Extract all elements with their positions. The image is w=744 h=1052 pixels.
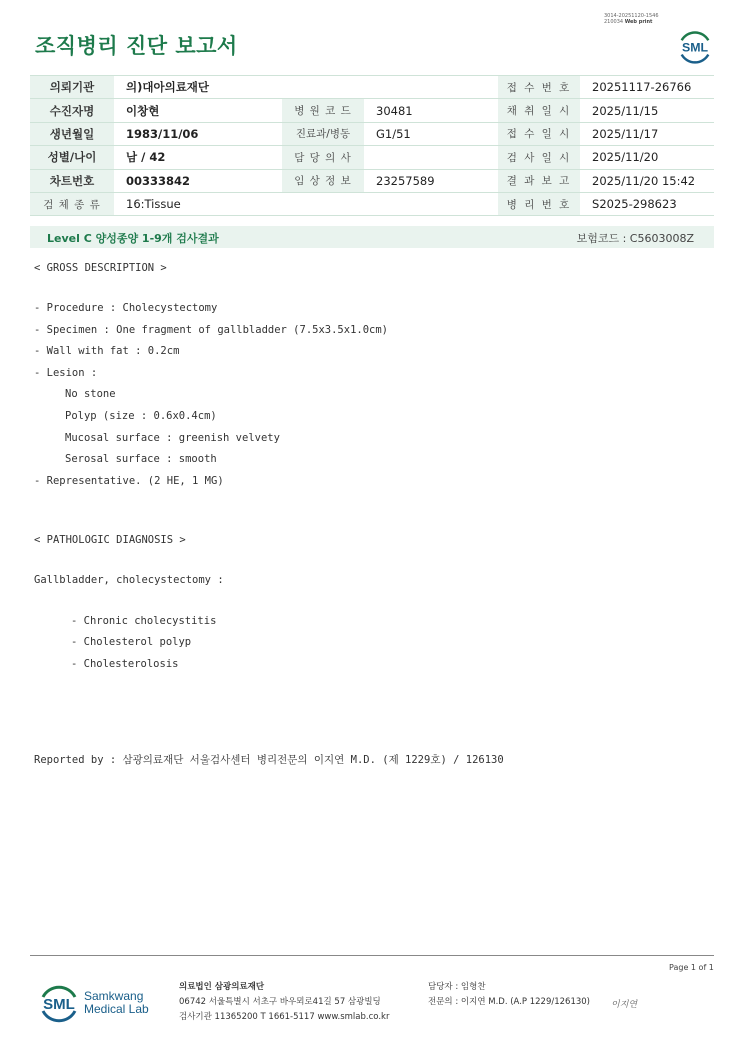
patient-info-table	[30, 75, 714, 216]
brand-line2: Medical Lab	[84, 1002, 149, 1016]
diagnosis-site: Gallbladder, cholecystectomy :	[34, 574, 224, 586]
sml-logo-icon	[676, 27, 714, 65]
value-result-report: 2025/11/20 15:42	[580, 169, 714, 192]
footer-contact	[428, 980, 590, 1010]
label-test-date: 검 사 일 시	[498, 146, 580, 169]
samkwang-logo-icon	[36, 980, 82, 1026]
label-specimen-type: 검 체 종 류	[30, 192, 114, 215]
page-title: 조직병리 진단 보고서	[35, 34, 238, 58]
diagnosis-item: - Cholesterol polyp	[71, 636, 192, 648]
signature: 이지연	[611, 1000, 638, 1010]
table-row	[30, 192, 714, 215]
procedure-line: - Procedure : Cholecystectomy	[34, 302, 218, 314]
value-patient-name: 이창현	[114, 99, 282, 122]
serosal-line: Serosal surface : smooth	[65, 453, 217, 465]
polyp-line: Polyp (size : 0.6x0.4cm)	[65, 410, 217, 422]
value-collection-date: 2025/11/15	[580, 99, 714, 122]
table-row	[30, 99, 714, 122]
pathologic-diagnosis-header: < PATHOLOGIC DIAGNOSIS >	[34, 534, 186, 546]
no-stone-line: No stone	[65, 388, 116, 400]
label-patient-name: 수진자명	[30, 99, 114, 122]
result-level-bar	[30, 226, 714, 248]
svg-text:SML: SML	[43, 996, 75, 1013]
value-specimen-type: 16:Tissue	[114, 192, 498, 215]
value-received-date: 2025/11/17	[580, 122, 714, 145]
insurance-code: 보험코드 : C5603008Z	[576, 232, 694, 245]
value-chart-number: 00333842	[114, 169, 282, 192]
reported-by-line: Reported by : 삼광의료재단 서울검사센터 병리전문의 이지연 M.D. (제 1229호) / 126130	[34, 754, 504, 766]
page-number: Page 1 of 1	[669, 963, 714, 972]
value-birth-date: 1983/11/06	[114, 122, 282, 145]
label-hospital-code: 병 원 코 드	[282, 99, 364, 122]
label-clinical-info: 임 상 정 보	[282, 169, 364, 192]
label-birth-date: 생년월일	[30, 122, 114, 145]
label-accession-number: 접 수 번 호	[498, 76, 580, 99]
print-code-line2: 210034 Web print	[604, 19, 653, 25]
manager-line: 담당자 : 임형찬	[428, 982, 486, 992]
value-attending-doctor	[364, 146, 498, 169]
table-row	[30, 122, 714, 145]
phone-line: 검사기관 11365200 T 1661-5117 www.smlab.co.kr	[179, 1012, 390, 1022]
footer-divider	[30, 955, 714, 956]
value-sex-age: 남 / 42	[114, 146, 282, 169]
print-code	[604, 13, 659, 25]
label-received-date: 접 수 일 시	[498, 122, 580, 145]
label-requesting-org: 의뢰기관	[30, 76, 114, 99]
label-chart-number: 차트번호	[30, 169, 114, 192]
address-line: 06742 서울특별시 서초구 바우뫼로41길 57 삼광빌딩	[179, 997, 381, 1007]
table-row	[30, 169, 714, 192]
specimen-line: - Specimen : One fragment of gallbladder (7.5x3.5x1.0cm)	[34, 324, 389, 336]
table-row	[30, 146, 714, 169]
wall-line: - Wall with fat : 0.2cm	[34, 345, 180, 357]
gross-description-header: < GROSS DESCRIPTION >	[34, 262, 167, 274]
print-code-line1: 3014-20251120-1546	[604, 13, 659, 19]
representative-line: - Representative. (2 HE, 1 MG)	[34, 475, 224, 487]
specialist-line: 전문의 : 이지연 M.D. (A.P 1229/126130)	[428, 997, 590, 1007]
label-collection-date: 채 취 일 시	[498, 99, 580, 122]
svg-text:SML: SML	[681, 40, 709, 55]
label-result-report: 결 과 보 고	[498, 169, 580, 192]
label-pathology-number: 병 리 번 호	[498, 192, 580, 215]
org-name: 의료법인 삼광의료재단	[179, 982, 265, 992]
value-accession-number: 20251117-26766	[580, 76, 714, 99]
brand-name	[84, 990, 149, 1016]
mucosal-line: Mucosal surface : greenish velvety	[65, 432, 280, 444]
level-title: Level C 양성종양 1-9개 검사결과	[47, 232, 219, 245]
lesion-line: - Lesion :	[34, 367, 98, 379]
brand-line1: Samkwang	[84, 989, 144, 1003]
value-requesting-org: 의)대아의료재단	[114, 76, 498, 99]
value-test-date: 2025/11/20	[580, 146, 714, 169]
value-department-ward: G1/51	[364, 122, 498, 145]
footer-address	[179, 980, 389, 1025]
value-pathology-number: S2025-298623	[580, 192, 714, 215]
value-clinical-info: 23257589	[364, 169, 498, 192]
table-row	[30, 76, 714, 99]
label-department-ward: 진료과/병동	[282, 122, 364, 145]
diagnosis-item: - Cholesterolosis	[71, 658, 179, 670]
diagnosis-item: - Chronic cholecystitis	[71, 615, 217, 627]
label-attending-doctor: 담 당 의 사	[282, 146, 364, 169]
web-print-label: Web print	[624, 19, 653, 25]
label-sex-age: 성별/나이	[30, 146, 114, 169]
value-hospital-code: 30481	[364, 99, 498, 122]
